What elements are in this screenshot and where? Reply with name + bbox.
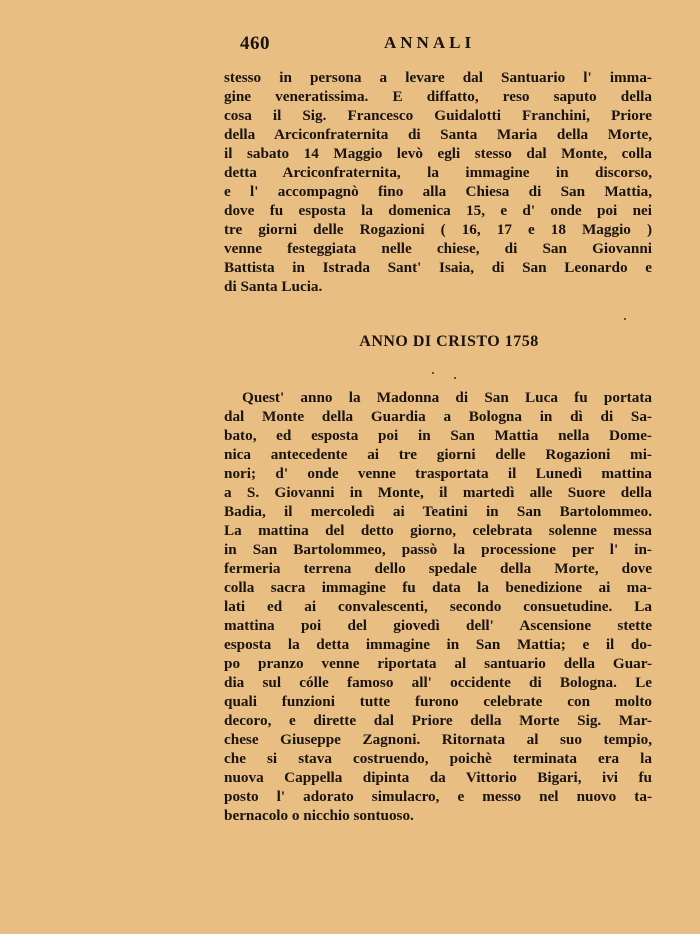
section-heading: ANNO DI CRISTO 1758 <box>359 333 539 350</box>
text-line: decoro, e dirette dal Priore della Morte Sig. Mar- <box>224 712 652 729</box>
text-line: dal Monte della Guardia a Bologna in dì di Sa- <box>224 408 652 425</box>
text-line: esposta la detta immagine in San Mattia; e il do- <box>224 636 652 653</box>
text-line: nuova Cappella dipinta da Vittorio Bigari, ivi fu <box>224 769 652 786</box>
text-line: il sabato 14 Maggio levò egli stesso dal Monte, colla <box>224 145 652 162</box>
text-line: mattina poi del giovedì dell' Ascensione stette <box>224 617 652 634</box>
text-line: Battista in Istrada Sant' Isaia, di San Leonardo e <box>224 259 652 276</box>
text-line: gine veneratissima. E diffatto, reso saputo della <box>224 88 652 105</box>
text-line: in San Bartolommeo, passò la processione per l' in- <box>224 541 652 558</box>
text-line: Badia, il mercoledì ai Teatini in San Bartolommeo. <box>224 503 652 520</box>
text-line: cosa il Sig. Francesco Guidalotti Franchini, Priore <box>224 107 652 124</box>
page-number: 460 <box>240 33 270 54</box>
text-line: e l' accompagnò fino alla Chiesa di San Mattia, <box>224 183 652 200</box>
text-line: fermeria terrena dello spedale della Morte, dove <box>224 560 652 577</box>
text-line: nica antecedente ai tre giorni delle Rogazioni mi- <box>224 446 652 463</box>
text-line: di Santa Lucia. <box>224 278 323 295</box>
text-line: a S. Giovanni in Monte, il martedì alle Suore della <box>224 484 652 501</box>
text-line: nori; d' onde venne trasportata il Lunedì mattina <box>224 465 652 482</box>
paragraph-1 <box>224 68 652 296</box>
text-line: della Arciconfraternita di Santa Maria della Morte, <box>224 126 652 143</box>
text-line: stesso in persona a levare dal Santuario l' imma- <box>224 69 652 86</box>
text-line: detta Arciconfraternita, la immagine in discorso, <box>224 164 652 181</box>
text-line: quali funzioni tutte furono celebrate con molto <box>224 693 652 710</box>
text-line: venne festeggiata nelle chiese, di San Giovanni <box>224 240 652 257</box>
running-title: ANNALI <box>384 33 476 52</box>
print-speck <box>454 377 456 379</box>
page-header <box>224 33 654 55</box>
text-line: che si stava costruendo, poichè terminata era la <box>224 750 652 767</box>
text-line: bato, ed esposta poi in San Mattia nella Dome- <box>224 427 652 444</box>
text-line: dove fu esposta la domenica 15, e d' onde poi nei <box>224 202 652 219</box>
paragraph-2 <box>224 388 652 825</box>
text-line: La mattina del detto giorno, celebrata solenne messa <box>224 522 652 539</box>
print-speck <box>624 318 626 320</box>
text-line: posto l' adorato simulacro, e messo nel nuovo ta- <box>224 788 652 805</box>
text-line: po pranzo venne riportata al santuario della Guar- <box>224 655 652 672</box>
text-line: tre giorni delle Rogazioni ( 16, 17 e 18 Maggio ) <box>224 221 652 238</box>
text-line: colla sacra immagine fu data la benedizione ai ma- <box>224 579 652 596</box>
text-line: lati ed ai convalescenti, secondo consuetudine. La <box>224 598 652 615</box>
text-line: Quest' anno la Madonna di San Luca fu portata <box>242 389 652 406</box>
text-line: chese Giuseppe Zagnoni. Ritornata al suo tempio, <box>224 731 652 748</box>
text-line: bernacolo o nicchio sontuoso. <box>224 807 414 824</box>
text-line: dia sul cólle famoso all' occidente di Bologna. Le <box>224 674 652 691</box>
print-speck <box>432 372 434 374</box>
